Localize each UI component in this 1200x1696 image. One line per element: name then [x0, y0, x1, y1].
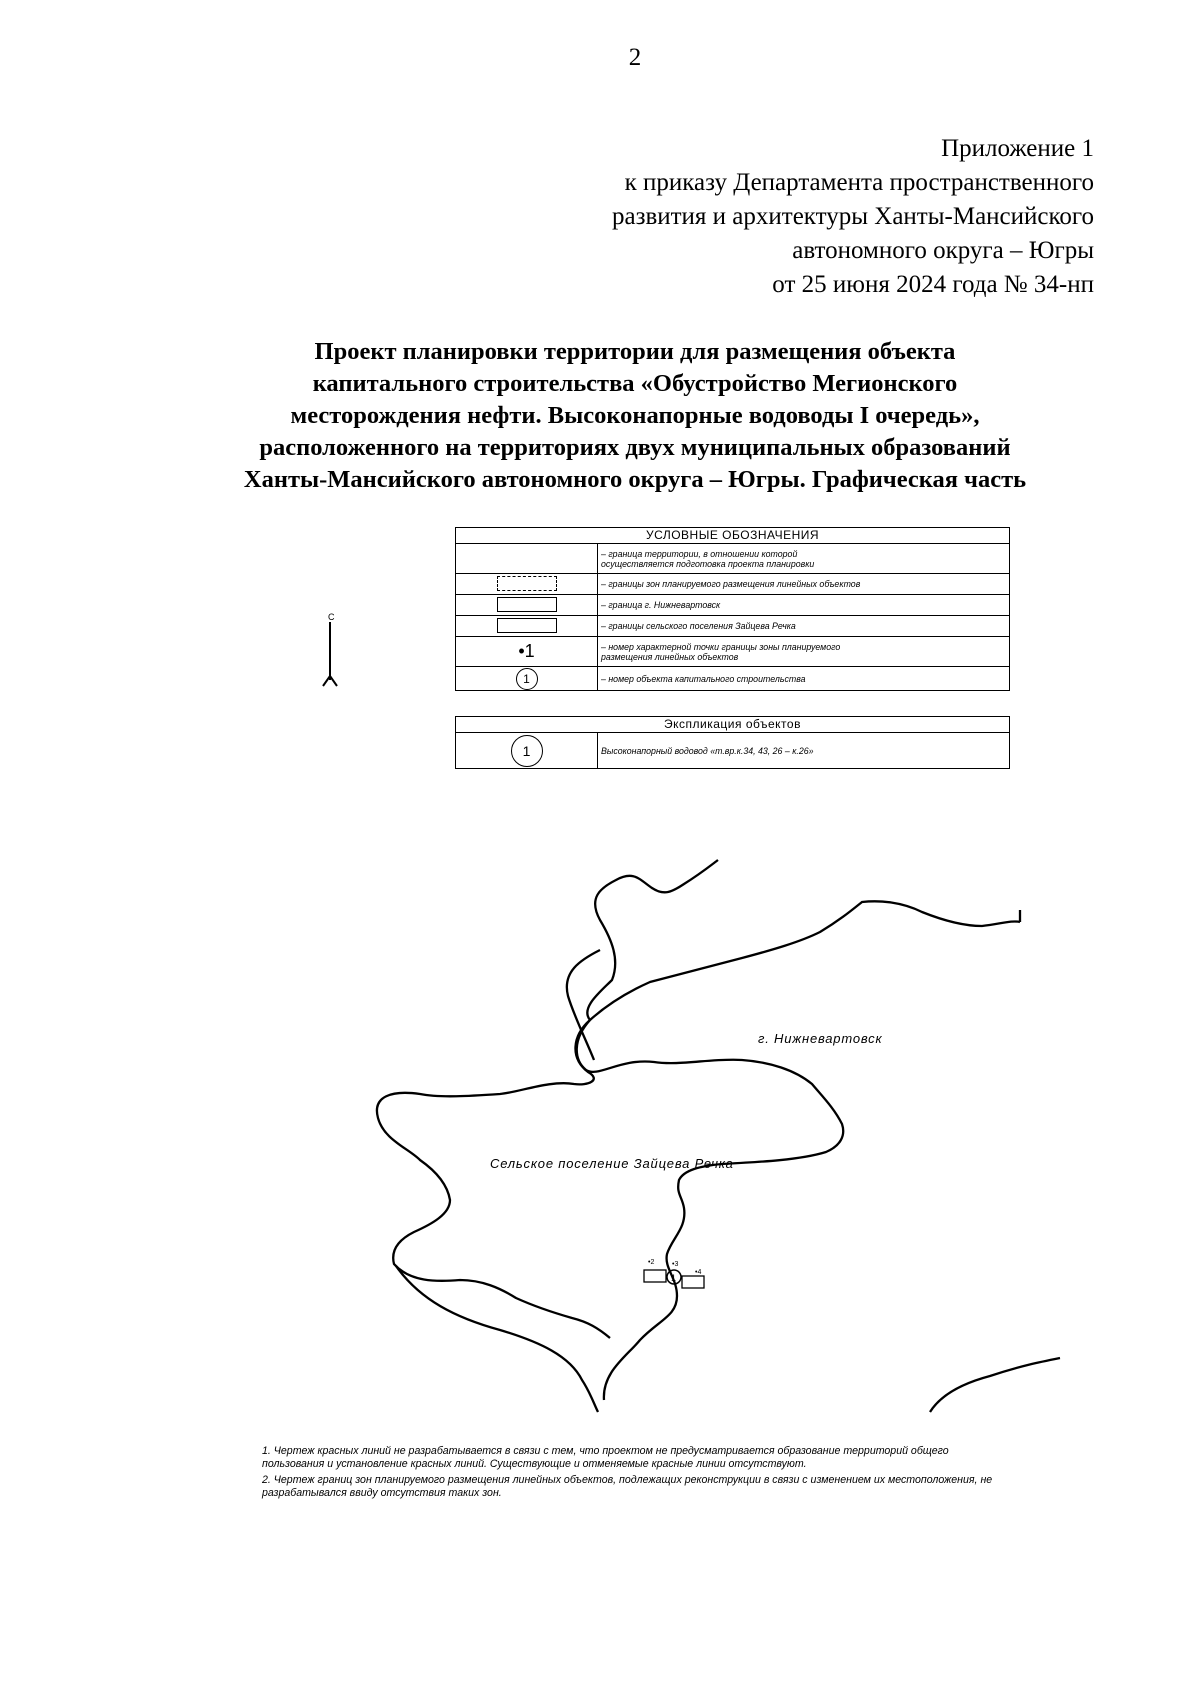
circle-number-icon: 1	[511, 735, 543, 767]
map-object-number: 1	[671, 1273, 677, 1283]
note-item: 1. Чертеж красных линий не разрабатывается в связи с тем, что проектом не предусматривается образование территорий общего пользования и установление красных линий. Существующие и отменяемые красные линии отсутствуют.	[262, 1445, 949, 1470]
explication-header: Экспликация объектов	[456, 717, 1010, 733]
settlement-boundary	[377, 1020, 610, 1338]
legend-text: – границы сельского поселения Зайцева Речка	[601, 621, 796, 631]
territory-boundary	[930, 1358, 1060, 1412]
notes-block	[262, 1445, 1002, 1503]
point-icon: •1	[518, 641, 535, 661]
circle-number-icon: 1	[516, 668, 538, 690]
map-point-label: •2	[648, 1259, 655, 1266]
title-line: Ханты-Мансийского автономного округа – Югры. Графическая часть	[243, 466, 1027, 493]
title-line: месторождения нефти. Высоконапорные водоводы I очередь»,	[290, 402, 980, 429]
map-label-settlement: Сельское поселение Зайцева Речка	[490, 1156, 734, 1171]
explication-text: Высоконапорный водовод «т.вр.к.34, 43, 26 – к.26»	[601, 745, 814, 756]
map-label-city: г. Нижневартовск	[758, 1031, 883, 1046]
legend-text: осуществляется подготовка проекта планировки	[601, 558, 815, 569]
zone-rect	[682, 1276, 704, 1288]
map-point-label: •4	[695, 1269, 702, 1276]
appendix-line: автономного округа – Югры	[792, 237, 1094, 264]
map-point-label: •3	[672, 1261, 679, 1268]
title-line: капитального строительства «Обустройство Мегионского	[312, 370, 958, 397]
appendix-line: от 25 июня 2024 года № 34-нп	[772, 271, 1094, 298]
zone-rect	[644, 1270, 666, 1282]
north-arrow-label: С	[328, 612, 335, 622]
legend-header: УСЛОВНЫЕ ОБОЗНАЧЕНИЯ	[456, 528, 1010, 544]
appendix-line: Приложение 1	[941, 135, 1094, 162]
point-number: 1	[524, 641, 535, 661]
legend-text: – границы зон планируемого размещения линейных объектов	[601, 579, 861, 589]
title-line: расположенного на территориях двух муниципальных образований	[259, 434, 1011, 461]
appendix-line: развития и архитектуры Ханты-Мансийского	[611, 203, 1094, 230]
legend-text: – номер объекта капитального строительства	[601, 673, 806, 684]
note-item: 2. Чертеж границ зон планируемого размещения линейных объектов, подлежащих реконструкции в связи с изменением их местоположения, не разрабатывался ввиду отсутствия таких зон.	[262, 1474, 993, 1499]
title-line: Проект планировки территории для размещения объекта	[314, 338, 956, 365]
city-boundary	[577, 901, 1020, 1400]
appendix-line: к приказу Департамента пространственного	[624, 169, 1094, 196]
legend-text: – номер характерной точки границы зоны планируемого	[601, 641, 841, 652]
territory-boundary	[587, 860, 718, 1020]
territory-boundary	[567, 950, 600, 1060]
legend-text: – граница г. Нижневартовск	[601, 600, 721, 610]
page-number: 2	[628, 44, 642, 71]
legend-text: – граница территории, в отношении которой	[601, 548, 798, 559]
legend-text: размещения линейных объектов	[601, 651, 739, 662]
